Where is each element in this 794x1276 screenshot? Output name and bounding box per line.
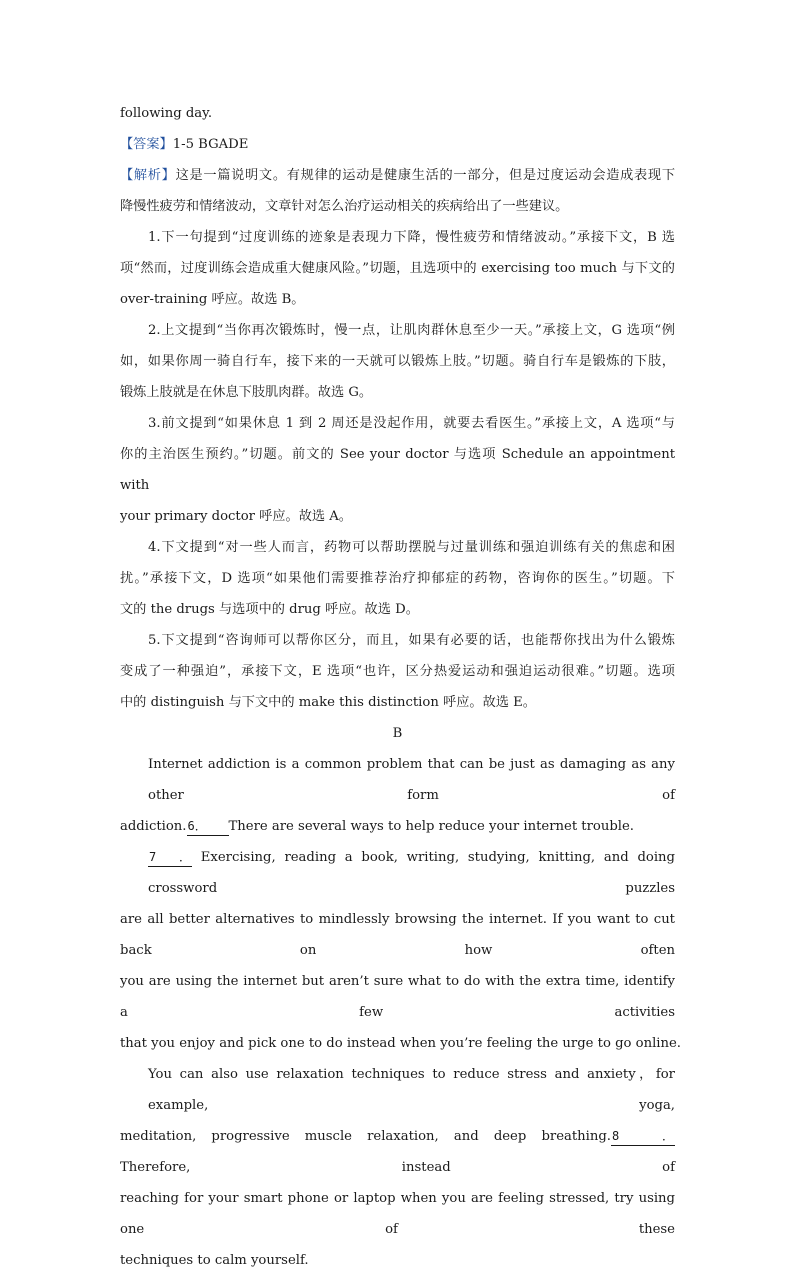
item-3-line-2: 你的主治医生预约。”切题。前文的 See your doctor 与选项 Schedule an appointment with [120, 447, 675, 493]
analysis-line-1 [120, 160, 675, 191]
passage-p2-text-after: Exercising, reading a book, writing, studying, knitting, and doing crossword puzzles [148, 850, 675, 896]
item-4-line-2: 扰。”承接下文，D 选项“如果他们需要推荐治疗抑郁症的药物，咨询你的医生。”切题。下 [120, 571, 675, 586]
item-4-line-1: 4.下文提到“对一些人而言，药物可以帮助摆脱与过量训练和强迫训练有关的焦虑和困 [148, 540, 675, 555]
passage-p2-line-2: are all better alternatives to mindlessly browsing the internet. If you want to cut back on how often [120, 912, 675, 958]
passage-p3-text-before: meditation, progressive muscle relaxation, and deep breathing. [120, 1129, 611, 1144]
item-3-line-3: your primary doctor 呼应。故选 A。 [120, 509, 352, 524]
item-2-line-3: 锻炼上肢就是在休息下肢肌肉群。故选 G。 [120, 385, 373, 400]
item-2-line-2: 如，如果你周一骑自行车，接下来的一天就可以锻炼上肢。”切题。骑自行车是锻炼的下肢， [120, 354, 675, 369]
blank-6: 6． [187, 817, 229, 836]
passage-p3-line-3: reaching for your smart phone or laptop when you are feeling stressed, try using one of these [120, 1191, 675, 1237]
item-1-line-3: over-training 呼应。故选 B。 [120, 292, 305, 307]
passage-p1-line-2 [120, 811, 675, 842]
passage-p2-line-1 [120, 842, 675, 904]
analysis-line-2: 降慢性疲劳和情绪波动，文章针对怎么治疗运动相关的疾病给出了一些建议。 [120, 199, 569, 214]
passage-p2-line-4: that you enjoy and pick one to do instead when you’re feeling the urge to go online. [120, 1036, 682, 1051]
item-1-line-1: 1.下一句提到“过度训练的迹象是表现力下降，慢性疲劳和情绪波动。”承接下文，B 选 [148, 230, 675, 245]
blank-8: 8． [611, 1127, 675, 1146]
blank-7: 7． [148, 848, 192, 867]
item-5-line-1: 5.下文提到“咨询师可以帮你区分，而且，如果有必要的话，也能帮你找出为什么锻炼 [148, 633, 675, 648]
item-5-line-3: 中的 distinguish 与下文中的 make this distinction 呼应。故选 E。 [120, 695, 536, 710]
section-label: B [392, 726, 403, 741]
passage-p1-line-1: Internet addiction is a common problem that can be just as damaging as any other form of [148, 757, 675, 803]
passage-p2-line-3: you are using the internet but aren’t sure what to do with the extra time, identify a few activities [120, 974, 675, 1020]
answer-text: 1-5 BGADE [172, 137, 249, 152]
continuation-line: following day. [120, 106, 213, 121]
analysis-text-1: 这是一篇说明文。有规律的运动是健康生活的一部分，但是过度运动会造成表现下 [175, 168, 676, 183]
passage-p3-line-4: techniques to calm yourself. [120, 1253, 309, 1268]
answer-tag: 【答案】 [120, 137, 173, 152]
item-4-line-3: 文的 the drugs 与选项中的 drug 呼应。故选 D。 [120, 602, 419, 617]
item-2-line-1: 2.上文提到“当你再次锻炼时，慢一点，让肌肉群休息至少一天。”承接上文，G 选项“例 [148, 323, 675, 338]
item-1-line-2: 项“然而，过度训练会造成重大健康风险。”切题，且选项中的 exercising too much 与下文的 [120, 261, 675, 276]
passage-p1-text-after: There are several ways to help reduce your internet trouble. [228, 819, 635, 834]
passage-p1-text-before: addiction. [120, 819, 187, 834]
passage-p3-text-after: Therefore, instead of [120, 1160, 675, 1175]
item-3-line-1: 3.前文提到“如果休息 1 到 2 周还是没起作用，就要去看医生。”承接上文，A 选项“与 [148, 416, 675, 431]
passage-p3-line-2 [120, 1121, 675, 1183]
passage-p3-line-1: You can also use relaxation techniques to reduce stress and anxiety，for example, yoga, [148, 1067, 675, 1113]
document-page [120, 98, 682, 1276]
answer-line [120, 129, 675, 160]
analysis-tag: 【解析】 [120, 168, 176, 183]
item-5-line-2: 变成了一种强迫”，承接下文，E 选项“也许，区分热爱运动和强迫运动很难。”切题。选项 [120, 664, 675, 679]
